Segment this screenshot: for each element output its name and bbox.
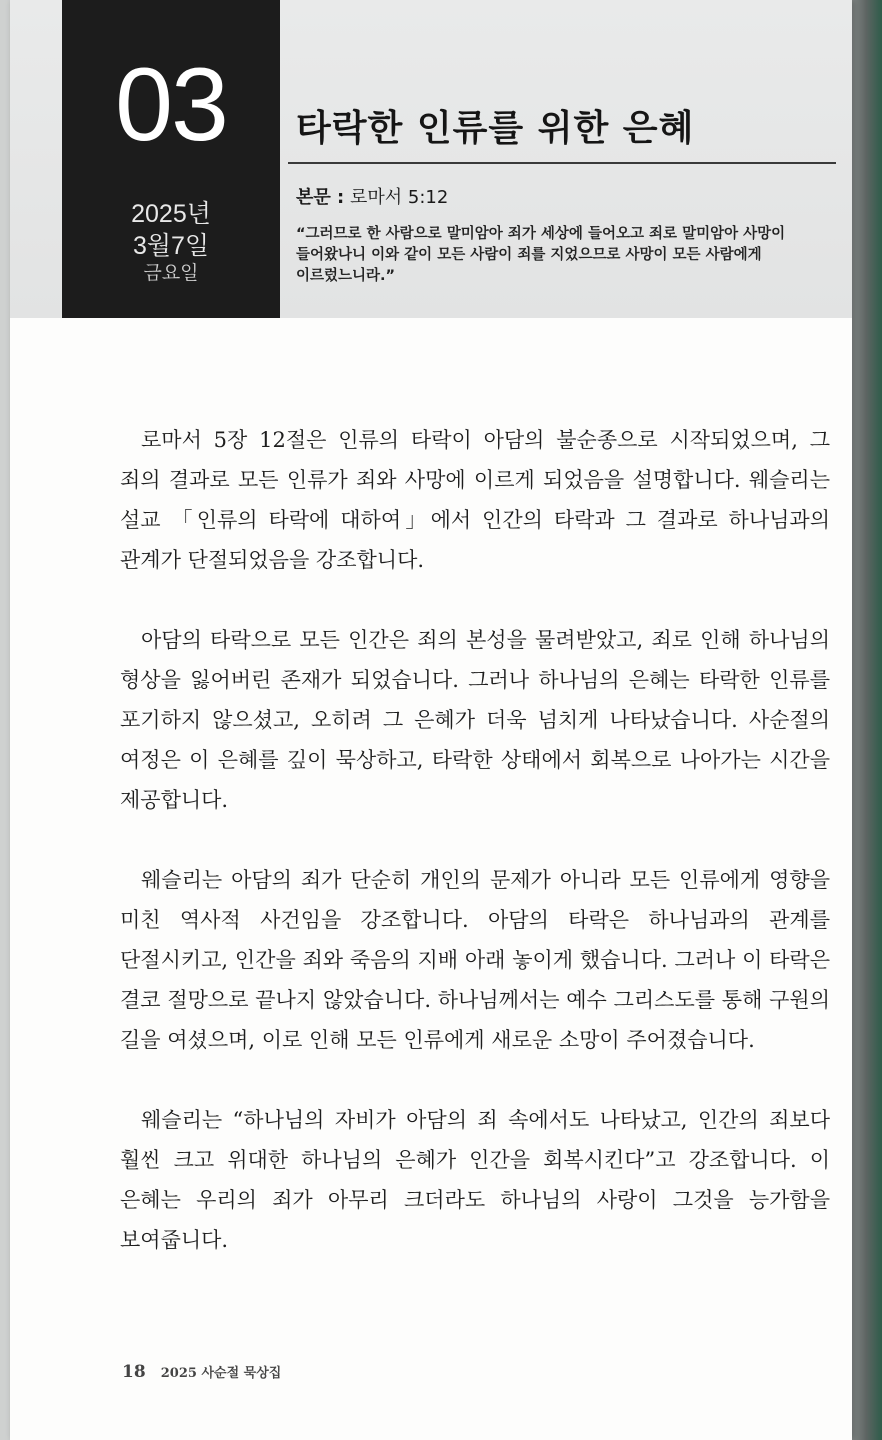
- paragraph-4: 웨슬리는 “하나님의 자비가 아담의 죄 속에서도 나타났고, 인간의 죄보다 훨씬 크고 위대한 하나님의 은혜가 인간을 회복시킨다”고 강조합니다. 이 은혜는 우리의 죄가 아무리 크더라도 하나님의 사랑이 그것을 능가함을 보여줍니다.: [120, 1108, 830, 1252]
- date-year: 2025년: [131, 200, 211, 228]
- date-weekday: 금요일: [143, 263, 199, 284]
- running-title: 2025 사순절 묵상집: [160, 1366, 282, 1381]
- chapter-number-box: [62, 0, 280, 318]
- scripture-quote: “그러므로 한 사람으로 말미암아 죄가 세상에 들어오고 죄로 말미암아 사망이 들어왔나니 이와 같이 모든 사람이 죄를 지었으므로 사망이 모든 사람에게 이르렀느니라.”: [296, 226, 786, 284]
- paragraph-1: 로마서 5장 12절은 인류의 타락이 아담의 불순종으로 시작되었으며, 그 죄의 결과로 모든 인류가 죄와 사망에 이르게 되었음을 설명합니다. 웨슬리는 설교 「인류의 타락에 대하여」에서 인간의 타락과 그 결과로 하나님과의 관계가 단절되었음을 강조합니다.: [120, 428, 830, 572]
- chapter-title: 타락한 인류를 위한 은혜: [296, 108, 695, 149]
- body-text: [120, 420, 830, 1300]
- chapter-header: [10, 0, 852, 318]
- reference-text: 로마서 5:12: [349, 187, 449, 208]
- book-page: [10, 0, 852, 1440]
- title-divider: [288, 162, 836, 164]
- chapter-number: 03: [115, 47, 227, 163]
- reference-label: 본문 :: [296, 187, 345, 208]
- date-day: 3월7일: [132, 232, 210, 260]
- page-number: 18: [122, 1362, 146, 1382]
- scripture-reference: [296, 183, 448, 209]
- paragraph-2: 아담의 타락으로 모든 인간은 죄의 본성을 물려받았고, 죄로 인해 하나님의 형상을 잃어버린 존재가 되었습니다. 그러나 하나님의 은혜는 타락한 인류를 포기하지 않으셨고, 오히려 그 은혜가 더욱 넘치게 나타났습니다. 사순절의 여정은 이 은혜를 깊이 묵상하고, 타락한 상태에서 회복으로 나아가는 시간을 제공합니다.: [120, 628, 830, 812]
- paragraph-3: 웨슬리는 아담의 죄가 단순히 개인의 문제가 아니라 모든 인류에게 영향을 미친 역사적 사건임을 강조합니다. 아담의 타락은 하나님과의 관계를 단절시키고, 인간을 죄와 죽음의 지배 아래 놓이게 했습니다. 그러나 이 타락은 결코 절망으로 끝나지 않았습니다. 하나님께서는 예수 그리스도를 통해 구원의 길을 여셨으며, 이로 인해 모든 인류에게 새로운 소망이 주어졌습니다.: [120, 868, 830, 1052]
- page-footer: [122, 1362, 281, 1382]
